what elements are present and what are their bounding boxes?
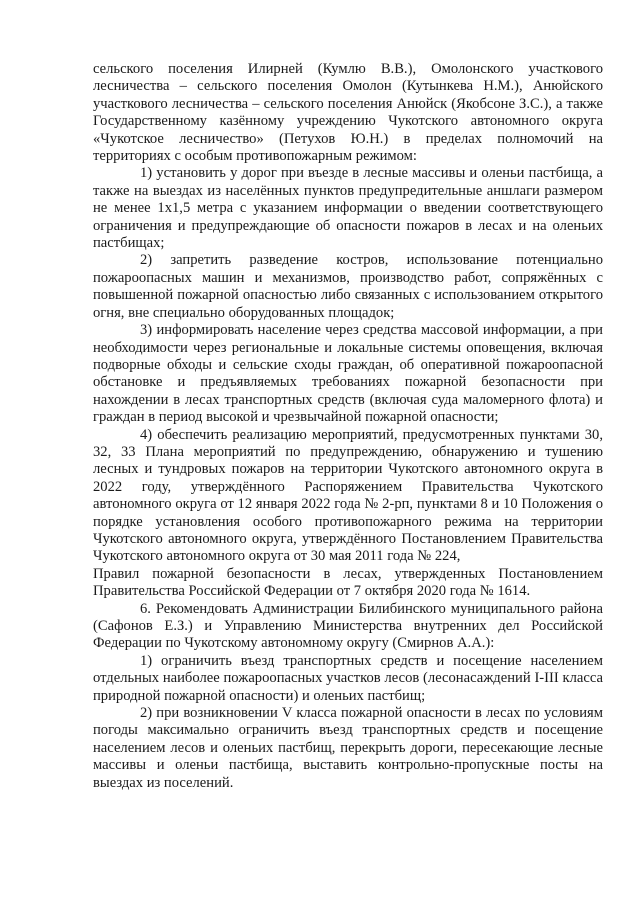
- paragraph-item-1-signs: 1) установить у дорог при въезде в лесные массивы и оленьи пастбища, а также на выездах из населённых пунктов предупредительные аншлаги размером не менее 1х1,5 метра с указанием информации о введении соответствующего ограничения и предупреждающие об опасности пожаров в лесах и на оленьих пастбищах;: [93, 165, 603, 252]
- paragraph-item-2-class-v-danger: 2) при возникновении V класса пожарной опасности в лесах по условиям погоды максимально ограничить въезд транспортных средств и посещение населением лесов и оленьих пастбищ, перекрыть дороги, пересекающие лесные массивы и оленьи пастбища, выставить контрольно-пропускные посты на выездах из поселений.: [93, 705, 603, 791]
- paragraph-item-3-inform-population: 3) информировать население через средства массовой информации, а при необходимости через региональные и локальные системы оповещения, включая подворные обходы и сельские сходы граждан, об оперативной пожароопасной обстановке и предъявляемых требованиях пожарной безопасности при нахождении в лесах транспортных средств (включая суда маломерного флота) и граждан в период высокой и чрезвычайной пожарной опасности;: [93, 322, 603, 426]
- paragraph-section-6-recommend: 6. Рекомендовать Администрации Билибинского муниципального района (Сафонов Е.З.) и Управлению Министерства внутренних дел Российской Федерации по Чукотскому автономному округу (Смирнов А.А.):: [93, 600, 603, 652]
- paragraph-item-4-ensure-measures: 4) обеспечить реализацию мероприятий, предусмотренных пунктами 30, 32, 33 Плана мероприятий по предупреждению, обнаружению и тушению лесных и тундровых пожаров на территории Чукотского автономного округа в 2022 году, утверждённого Распоряжением Правительства Чукотского автономного округа от 12 января 2022 года № 2-рп, пунктами 8 и 10 Положения о порядке установления особого противопожарного режима на территории Чукотского автономного округа, утверждённого Постановлением Правительства Чукотского автономного округа от 30 мая 2011 года № 224,: [93, 426, 603, 565]
- paragraph-item-2-prohibit-fires: 2) запретить разведение костров, использование потенциально пожароопасных машин и механизмов, производство работ, сопряжённых с повышенной пожарной опасностью либо связанных с использованием открытого огня, вне специально оборудованных площадок;: [93, 252, 603, 321]
- document-page: [93, 61, 603, 792]
- paragraph-item-1-restrict-entry: 1) ограничить въезд транспортных средств и посещение населением отдельных наиболее пожароопасных участков лесов (лесонасаждений I-III класса природной пожарной опасности) и оленьих пастбищ;: [93, 652, 603, 704]
- paragraph-intro: сельского поселения Илирней (Кумлю В.В.), Омолонского участкового лесничества – сельского поселения Омолон (Кутынкева Н.М.), Анюйского участкового лесничества – сельского поселения Анюйск (Якобсоне З.С.), а также Государственному казённому учреждению Чукотского автономного округа «Чукотское лесничество» (Петухов Ю.Н.) в пределах полномочий на территориях с особым противопожарным режимом:: [93, 61, 603, 165]
- paragraph-fire-safety-rules: Правил пожарной безопасности в лесах, утвержденных Постановлением Правительства Российской Федерации от 7 октября 2020 года № 1614.: [93, 565, 603, 600]
